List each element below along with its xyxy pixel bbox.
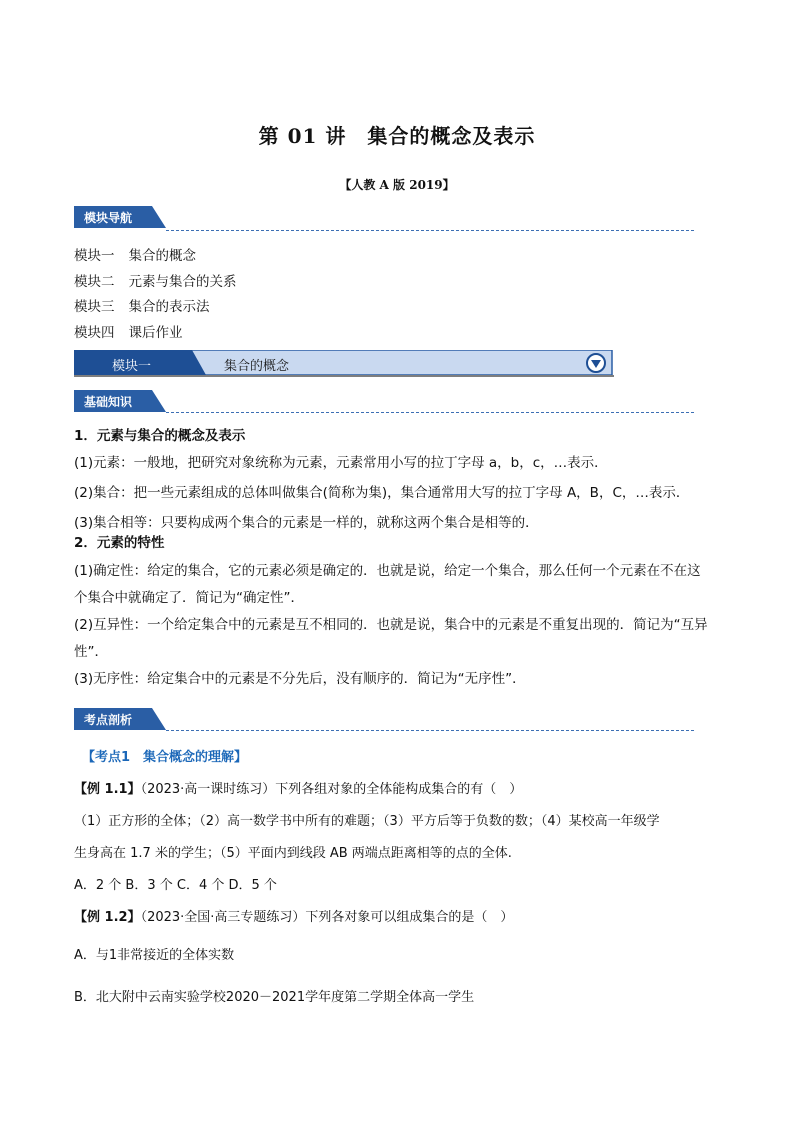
nav-item-label: 模块一 xyxy=(74,248,115,264)
tag-basics xyxy=(74,390,166,412)
module-bar-bg xyxy=(74,350,614,377)
nav-item-module-3[interactable] xyxy=(74,295,237,321)
nav-item-text: 课后作业 xyxy=(128,324,183,341)
tag-analysis-label: 考点剖析 xyxy=(84,713,133,727)
module-bar-number: 模块一 xyxy=(112,359,152,374)
paragraph: (3)集合相等：只要构成两个集合的元素是一样的，就称这两个集合是相等的． xyxy=(74,515,539,531)
section-heading: 2．元素的特性 xyxy=(74,535,165,551)
nav-item-text: 集合的概念 xyxy=(128,248,196,264)
example-1-1-header xyxy=(74,778,522,797)
module-bar-title: 集合的概念 xyxy=(224,359,290,374)
example-question: （2023·高一课时练习）下列各组对象的全体能构成集合的有（ ） xyxy=(140,782,523,797)
nav-item-module-4[interactable] xyxy=(74,321,237,347)
tag-analysis xyxy=(74,708,166,730)
section-element-properties xyxy=(74,532,724,694)
divider-nav xyxy=(166,230,694,231)
paragraph: (2)互异性：一个给定集合中的元素是互不相同的．也就是说，集合中的元素是不重复出现的．简记为“互异 xyxy=(74,617,708,633)
nav-item-module-1[interactable] xyxy=(74,244,237,270)
tag-nav xyxy=(74,206,166,228)
chevron-down-circle-icon[interactable] xyxy=(586,353,606,373)
section-element-concept xyxy=(74,424,724,538)
example-1-2-header xyxy=(74,906,513,925)
example-1-1-options: A．2 个 B．3 个 C．4 个 D．5 个 xyxy=(74,878,277,893)
nav-item-module-2[interactable] xyxy=(74,270,237,296)
page-title: 第 01 讲 集合的概念及表示 xyxy=(258,124,536,148)
paragraph: 性”． xyxy=(74,644,108,660)
module-bar[interactable] xyxy=(74,350,614,377)
paragraph: (2)集合：把一些元素组成的总体叫做集合(简称为集)，集合通常用大写的拉丁字母 A，B，C，…表示． xyxy=(74,485,690,501)
paragraph: (1)元素：一般地，把研究对象统称为元素，元素常用小写的拉丁字母 a，b，c，…表示． xyxy=(74,455,608,471)
nav-item-label: 模块四 xyxy=(74,324,115,341)
example-question: （2023·全国·高三专题练习）下列各对象可以组成集合的是（ ） xyxy=(140,910,514,925)
paragraph: (3)无序性：给定集合中的元素是不分先后，没有顺序的．简记为“无序性”． xyxy=(74,671,526,687)
nav-item-text: 元素与集合的关系 xyxy=(128,273,237,290)
example-number: 【例 1.2】 xyxy=(74,910,141,925)
tag-nav-label: 模块导航 xyxy=(84,211,133,225)
divider-analysis xyxy=(166,730,694,731)
nav-item-label: 模块三 xyxy=(74,299,115,315)
paragraph: (1)确定性：给定的集合，它的元素必须是确定的．也就是说，给定一个集合，那么任何一个元素在不在这 xyxy=(74,563,701,579)
module-nav-list xyxy=(74,244,237,346)
section-heading: 1．元素与集合的概念及表示 xyxy=(74,428,246,444)
example-1-1-body-line-1: （1）正方形的全体；（2）高一数学书中所有的难题；（3）平方后等于负数的数；（4）某校高一年级学 xyxy=(74,814,660,829)
nav-item-text: 集合的表示法 xyxy=(128,299,210,315)
paragraph: 个集合中就确定了．简记为“确定性”． xyxy=(74,590,304,606)
example-1-2-option-a: A．与1非常接近的全体实数 xyxy=(74,948,235,963)
kaodian-heading: 【考点1 集合概念的理解】 xyxy=(82,750,248,765)
example-1-2-option-b: B．北大附中云南实验学校2020－2021学年度第二学期全体高一学生 xyxy=(74,990,475,1005)
example-1-1-body-line-2: 生身高在 1.7 米的学生；（5）平面内到线段 AB 两端点距离相等的点的全体. xyxy=(74,846,512,861)
nav-item-label: 模块二 xyxy=(74,273,115,290)
divider-basics xyxy=(166,412,694,413)
edition-label: 【人教 A 版 2019】 xyxy=(339,178,455,192)
tag-basics-label: 基础知识 xyxy=(84,395,133,409)
example-number: 【例 1.1】 xyxy=(74,782,141,797)
